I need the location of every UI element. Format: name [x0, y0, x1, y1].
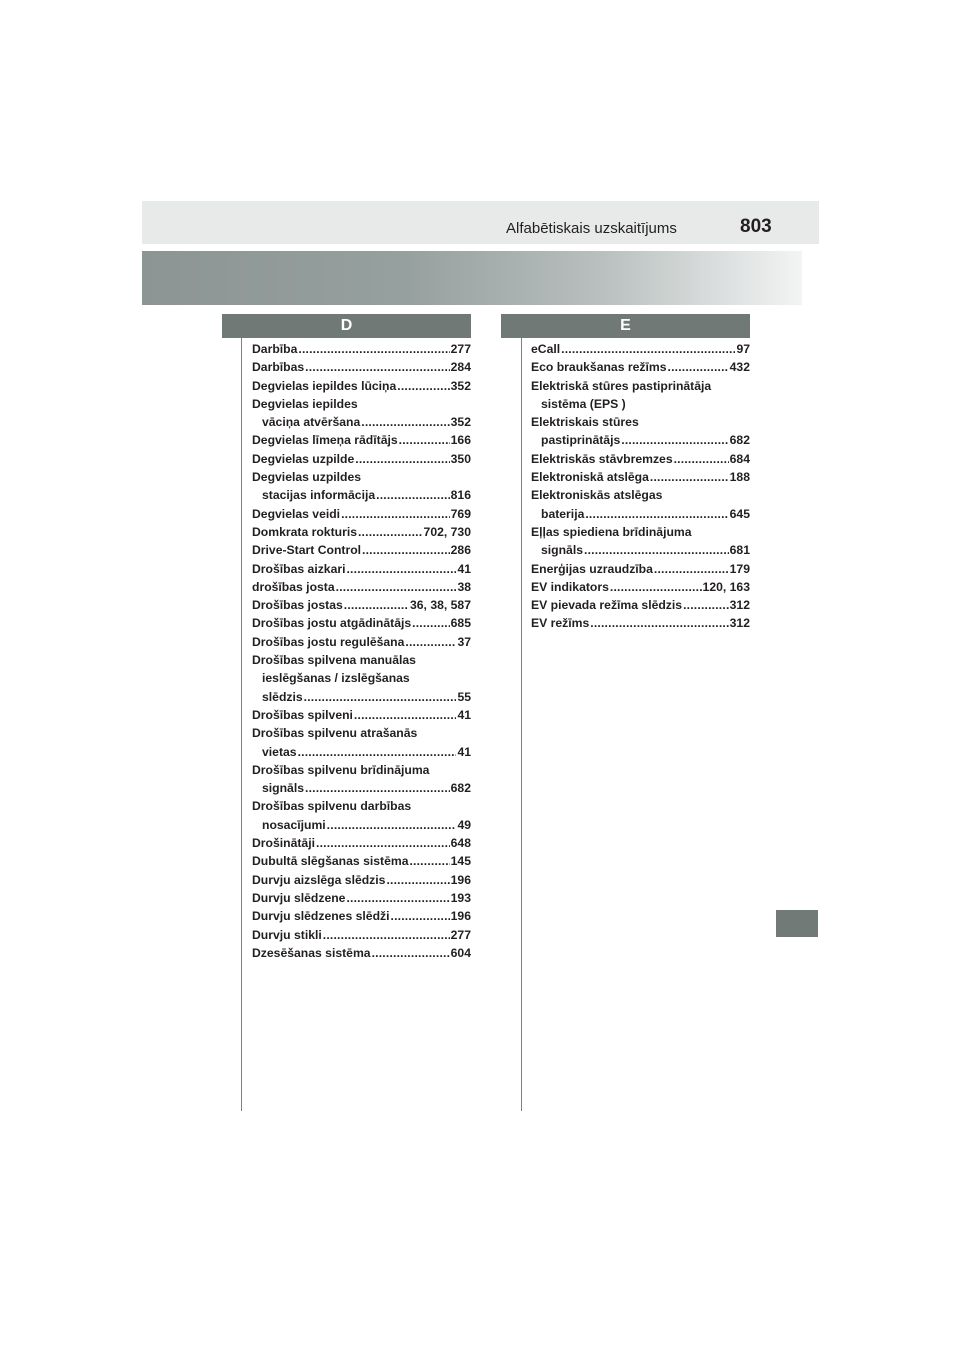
index-entry — [252, 450, 471, 468]
index-entry-text: Enerģijas uzraudzība — [531, 561, 653, 576]
index-entry-text: Drošības jostas — [252, 598, 343, 613]
index-entry-text: Drošības spilveni — [252, 707, 353, 722]
index-entry — [252, 669, 471, 687]
dot-leader — [358, 523, 423, 541]
dot-leader — [316, 834, 450, 852]
index-entry — [531, 560, 750, 578]
index-entry-text: Degvielas līmeņa rādītājs — [252, 433, 398, 448]
dot-leader — [668, 358, 729, 376]
index-list-d — [252, 340, 471, 962]
index-entry — [531, 523, 750, 541]
index-entry-text: Drošības spilvenu brīdinājuma — [252, 762, 430, 777]
index-entry — [531, 377, 750, 395]
index-entry-text: drošības josta — [252, 579, 335, 594]
column-rule-d — [241, 338, 242, 1111]
index-entry-page[interactable]: 681 — [729, 543, 750, 558]
dot-leader — [683, 596, 729, 614]
index-entry — [252, 724, 471, 742]
index-entry — [252, 395, 471, 413]
index-entry-text: signāls — [541, 543, 583, 558]
index-entry — [531, 395, 750, 413]
index-entry-text: Drošības jostu atgādinātājs — [252, 616, 412, 631]
dot-leader — [361, 413, 449, 431]
index-entry-text: Durvju slēdzenes slēdži — [252, 909, 390, 924]
index-entry-page[interactable]: 352 — [450, 378, 471, 393]
index-entry — [531, 358, 750, 376]
index-entry — [252, 944, 471, 962]
index-entry-text: Degvielas iepildes lūciņa — [252, 378, 397, 393]
index-entry-page[interactable]: 816 — [450, 488, 471, 503]
index-entry-page[interactable]: 193 — [450, 890, 471, 905]
index-entry-text: eCall — [531, 342, 561, 356]
dot-leader — [386, 871, 449, 889]
section-header-d: D — [222, 314, 471, 338]
index-entry-page[interactable]: 277 — [450, 927, 471, 942]
index-entry-page[interactable]: 432 — [729, 360, 750, 375]
index-entry-page[interactable]: 312 — [729, 598, 750, 613]
dot-leader — [327, 816, 457, 834]
index-entry-text: Drošinātāji — [252, 836, 315, 851]
index-entry-text: EV pievada režīma slēdzis — [531, 598, 683, 613]
index-entry-text: Degvielas uzpilde — [252, 451, 355, 466]
index-entry-page[interactable]: 188 — [729, 470, 750, 485]
index-entry-text: ieslēgšanas / izslēgšanas — [262, 671, 410, 686]
dot-leader — [336, 578, 457, 596]
index-entry-page[interactable]: 769 — [450, 506, 471, 521]
index-entry — [252, 743, 471, 761]
dot-leader — [590, 614, 728, 632]
dot-leader — [610, 578, 702, 596]
index-entry-page[interactable]: 277 — [450, 342, 471, 356]
index-list-e — [531, 340, 750, 633]
dot-leader — [346, 889, 449, 907]
index-entry-text: Degvielas uzpildes — [252, 470, 362, 485]
dot-leader — [561, 340, 735, 358]
dot-leader — [654, 560, 729, 578]
index-entry-text: slēdzis — [262, 689, 303, 704]
dot-leader — [354, 706, 457, 724]
dot-leader — [341, 505, 450, 523]
index-entry-page[interactable]: 604 — [450, 945, 471, 960]
index-entry — [252, 852, 471, 870]
index-entry-text: Dubultā slēgšanas sistēma — [252, 854, 409, 869]
index-entry — [531, 340, 750, 358]
index-entry-text: Drošības spilvenu darbības — [252, 799, 412, 814]
dot-leader — [298, 743, 457, 761]
index-entry-text: sistēma (EPS ) — [541, 396, 626, 411]
dot-leader — [305, 358, 450, 376]
dot-leader — [305, 779, 450, 797]
index-entry-page[interactable]: 38 — [457, 579, 471, 594]
dot-leader — [323, 926, 450, 944]
chapter-side-tab — [776, 910, 818, 937]
dot-leader — [304, 688, 457, 706]
index-entry-text: vietas — [262, 744, 297, 759]
index-entry-page[interactable]: 41 — [457, 561, 471, 576]
index-entry — [252, 541, 471, 559]
index-entry — [252, 706, 471, 724]
index-entry — [252, 761, 471, 779]
dot-leader — [584, 541, 729, 559]
index-entry-text: Dzesēšanas sistēma — [252, 945, 371, 960]
index-entry — [252, 926, 471, 944]
index-entry — [252, 907, 471, 925]
dot-leader — [391, 907, 450, 925]
index-entry-text: Eļļas spiediena brīdinājuma — [531, 524, 692, 539]
dot-leader — [621, 431, 728, 449]
dot-leader — [355, 450, 449, 468]
index-entry — [252, 340, 471, 358]
index-entry-text: Elektroniskās atslēgas — [531, 488, 663, 503]
index-entry-text: Elektriskais stūres — [531, 415, 639, 430]
index-entry — [252, 413, 471, 431]
index-entry — [252, 834, 471, 852]
index-entry-page[interactable]: 685 — [450, 616, 471, 631]
index-entry — [252, 688, 471, 706]
index-entry — [531, 596, 750, 614]
index-entry-text: Elektroniskā atslēga — [531, 470, 649, 485]
index-entry — [252, 651, 471, 669]
index-entry-page[interactable]: 284 — [450, 360, 471, 375]
dot-leader — [372, 944, 450, 962]
index-entry — [252, 468, 471, 486]
column-rule-e — [521, 338, 522, 1111]
index-entry — [531, 578, 750, 596]
index-entry — [252, 614, 471, 632]
dot-leader — [412, 614, 450, 632]
index-entry-page[interactable]: 41 — [457, 744, 471, 759]
index-entry — [252, 431, 471, 449]
index-entry-text: EV režīms — [531, 616, 590, 631]
index-entry-page[interactable]: 648 — [450, 836, 471, 851]
index-entry-text: Domkrata rokturis — [252, 524, 357, 539]
index-entry — [252, 486, 471, 504]
index-entry-page[interactable]: 682 — [729, 433, 750, 448]
dot-leader — [399, 431, 450, 449]
index-entry — [252, 560, 471, 578]
index-entry-page[interactable]: 312 — [729, 616, 750, 631]
index-entry — [531, 505, 750, 523]
index-entry-text: baterija — [541, 506, 585, 521]
index-entry-page[interactable]: 166 — [450, 433, 471, 448]
index-entry-page[interactable]: 702, 730 — [423, 524, 471, 539]
dot-leader — [376, 486, 450, 504]
dot-leader — [585, 505, 728, 523]
index-entry — [531, 486, 750, 504]
index-entry-text: Darbība — [252, 342, 298, 356]
dot-leader — [397, 377, 449, 395]
index-entry-page[interactable]: 352 — [450, 415, 471, 430]
index-entry-page[interactable]: 41 — [457, 707, 471, 722]
dot-leader — [346, 560, 456, 578]
index-entry-page[interactable]: 49 — [457, 817, 471, 832]
index-entry-text: EV indikators — [531, 579, 609, 594]
index-entry-page[interactable]: 682 — [450, 781, 471, 796]
dot-leader — [405, 633, 456, 651]
index-entry-text: stacijas informācija — [262, 488, 376, 503]
index-entry-text: Elektriskās stāvbremzes — [531, 451, 673, 466]
index-entry-text: Drošības jostu regulēšana — [252, 634, 405, 649]
dot-leader — [298, 340, 449, 358]
index-entry — [252, 505, 471, 523]
index-entry-text: Drošības spilvenu atrašanās — [252, 726, 418, 741]
index-entry-page[interactable]: 120, 163 — [702, 579, 750, 594]
dot-leader — [344, 596, 409, 614]
index-entry-text: Eco braukšanas režīms — [531, 360, 667, 375]
index-entry — [252, 358, 471, 376]
dot-leader — [362, 541, 450, 559]
index-entry-page[interactable]: 145 — [450, 854, 471, 869]
index-entry — [252, 578, 471, 596]
index-entry — [252, 816, 471, 834]
index-entry-page[interactable]: 684 — [729, 451, 750, 466]
index-entry-text: Elektriskā stūres pastiprinātāja — [531, 378, 712, 393]
page-header-title: Alfabētiskais uzskaitījums — [506, 220, 677, 237]
index-entry — [531, 614, 750, 632]
index-entry-page[interactable]: 286 — [450, 543, 471, 558]
index-entry-text: Drošības aizkari — [252, 561, 346, 576]
index-entry-text: Durvju slēdzene — [252, 890, 346, 905]
index-entry — [252, 633, 471, 651]
index-entry-page[interactable]: 196 — [450, 872, 471, 887]
index-entry-page[interactable]: 55 — [457, 689, 471, 704]
index-entry — [531, 450, 750, 468]
index-entry-page[interactable]: 179 — [729, 561, 750, 576]
index-entry-page[interactable]: 645 — [729, 506, 750, 521]
index-entry-page[interactable]: 37 — [457, 634, 471, 649]
index-entry — [252, 779, 471, 797]
index-entry — [252, 377, 471, 395]
index-entry-text: Durvju stikli — [252, 927, 322, 942]
index-entry-text: Drošības spilvena manuālas — [252, 653, 416, 668]
decorative-gradient-band — [142, 251, 802, 305]
index-entry — [252, 797, 471, 815]
index-entry-text: nosacījumi — [262, 817, 326, 832]
index-entry-page[interactable]: 36, 38, 587 — [410, 598, 471, 613]
dot-leader — [674, 450, 729, 468]
index-entry-text: Darbības — [252, 360, 305, 375]
dot-leader — [409, 852, 449, 870]
index-entry — [252, 889, 471, 907]
index-entry — [531, 431, 750, 449]
index-entry-page[interactable]: 97 — [736, 342, 750, 356]
header-band — [142, 201, 819, 244]
index-entry-text: Durvju aizslēga slēdzis — [252, 872, 386, 887]
index-entry — [531, 413, 750, 431]
index-entry — [531, 468, 750, 486]
index-entry-text: vāciņa atvēršana — [262, 415, 361, 430]
index-entry-text: Drive-Start Control — [252, 543, 362, 558]
page-number: 803 — [740, 216, 772, 237]
index-entry-text: Degvielas iepildes — [252, 396, 358, 411]
index-entry-text: signāls — [262, 781, 304, 796]
index-entry-text: Degvielas veidi — [252, 506, 341, 521]
index-entry-text: pastiprinātājs — [541, 433, 621, 448]
index-entry — [252, 596, 471, 614]
dot-leader — [650, 468, 729, 486]
index-entry-page[interactable]: 196 — [450, 909, 471, 924]
section-header-e: E — [501, 314, 750, 338]
index-entry-page[interactable]: 350 — [450, 451, 471, 466]
index-entry — [531, 541, 750, 559]
index-entry — [252, 523, 471, 541]
index-entry — [252, 871, 471, 889]
